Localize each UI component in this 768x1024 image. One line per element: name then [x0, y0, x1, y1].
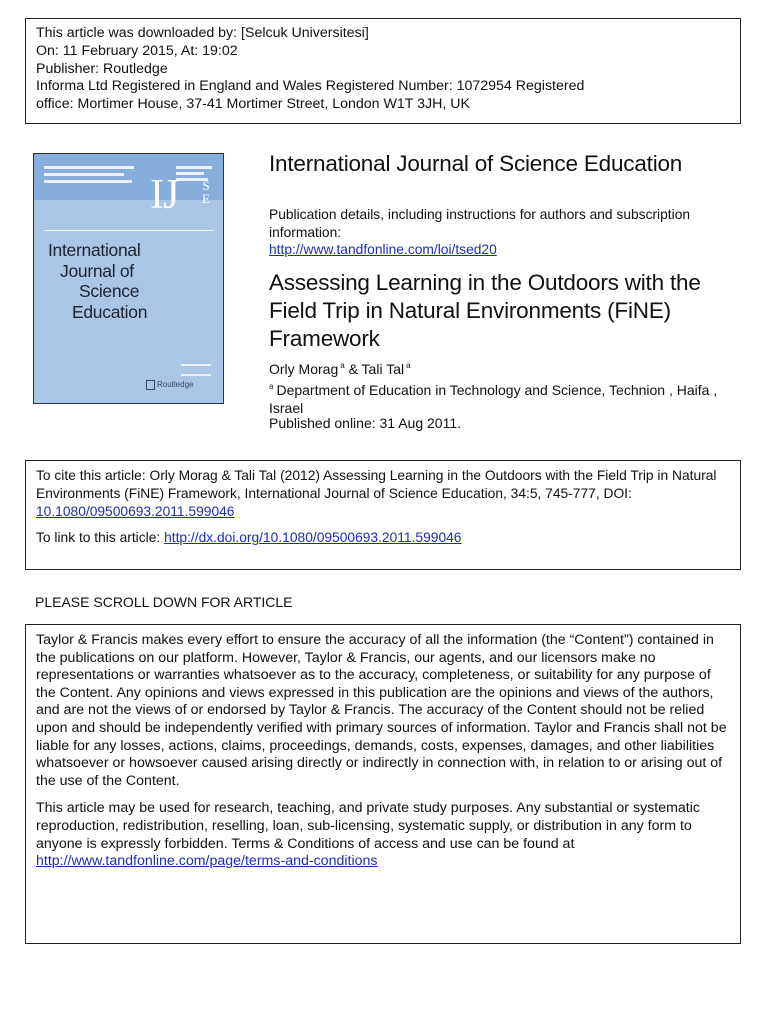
article-link-row — [36, 529, 730, 547]
journal-cover-image[interactable] — [33, 153, 224, 404]
terms-link[interactable]: http://www.tandfonline.com/page/terms-and-conditions — [36, 853, 378, 870]
disclaimer-paragraph: Taylor & Francis makes every effort to ensure the accuracy of all the information (the “Content”) contained in the publications on our platform. However, Taylor & Francis, our agents, and our licensors make no representations or warranties whatsoever as to the accuracy, completeness, or suitability for any purpose of the Content. Any opinions and views expressed in this publication are the opinions and views of the authors, and are not the views of or endorsed by Taylor & Francis. The accuracy of the Content should not be relied upon and should be independently verified with primary sources of information. Taylor and Francis shall not be liable for any losses, actions, claims, proceedings, demands, costs, expenses, damages, and other liabilities whatsoever or howsoever caused arising directly or indirectly in connection with, in relation to or arising out of the use of the Content. — [36, 632, 727, 789]
cover-publisher-name: Routledge — [157, 380, 194, 390]
disclaimer-paragraph — [36, 800, 730, 870]
cover-title — [46, 240, 221, 322]
affiliation — [269, 378, 739, 417]
usage-text: This article may be used for research, teaching, and private study purposes. Any substantial or systematic reproduction, redistribution, reselling, loan, sub-licensing, systematic supply, or distribution in any form to anyone is expressly forbidden. Terms & Conditions of access and use can be found at — [36, 800, 700, 852]
article-title: Assessing Learning in the Outdoors with the Field Trip in Natural Environments (FiNE) Framework — [269, 270, 701, 351]
cover-title-line: International — [48, 240, 141, 260]
author-affil-mark: a — [406, 361, 411, 370]
cover-title-line: Science — [79, 281, 140, 302]
cover-fine-line — [44, 180, 132, 183]
cover-title-line: Education — [72, 301, 148, 322]
author-name: Orly Morag — [269, 361, 339, 377]
cover-fine-line — [44, 166, 134, 169]
published-date: Published online: 31 Aug 2011. — [269, 415, 462, 431]
doi-link[interactable]: 10.1080/09500693.2011.599046 — [36, 503, 235, 519]
affiliation-mark: a — [269, 382, 274, 391]
publication-details-text: Publication details, including instructions for authors and subscription information: — [269, 207, 691, 240]
publication-details — [269, 206, 739, 259]
citation-text — [36, 467, 730, 520]
cover-top-band — [34, 154, 223, 200]
article-link[interactable]: http://dx.doi.org/10.1080/09500693.2011.599046 — [164, 530, 462, 546]
cover-title-line: Journal of — [60, 260, 134, 281]
author-affil-mark: a — [340, 361, 345, 370]
cover-divider — [44, 230, 214, 231]
disclaimer-box — [25, 624, 741, 944]
download-info-box — [25, 18, 741, 124]
cover-fine-line — [176, 166, 212, 169]
cover-logo: IJ — [150, 172, 179, 218]
cover-fine-line — [176, 172, 204, 175]
citation-box — [25, 460, 741, 570]
journal-title: International Journal of Science Education — [269, 151, 683, 176]
journal-link[interactable]: http://www.tandfonline.com/loi/tsed20 — [269, 242, 497, 257]
affiliation-text: Department of Education in Technology and Science, Technion , Haifa , Israel — [269, 382, 718, 416]
download-line: On: 11 February 2015, At: 19:02 — [36, 42, 238, 59]
download-line: Informa Ltd Registered in England and Wales Registered Number: 1072954 Registered — [36, 78, 585, 95]
author-name: & Tali Tal — [348, 361, 405, 377]
routledge-icon — [146, 380, 155, 390]
cover-logo-sub: S E — [202, 178, 210, 206]
article-link-label: To link to this article: — [36, 530, 165, 546]
cover-fine-line — [44, 173, 124, 176]
download-line: Publisher: Routledge — [36, 60, 168, 77]
cover-publisher-logo — [146, 380, 193, 390]
scroll-note: PLEASE SCROLL DOWN FOR ARTICLE — [35, 594, 293, 610]
download-line: office: Mortimer House, 37-41 Mortimer Street, London W1T 3JH, UK — [36, 96, 470, 113]
download-line: This article was downloaded by: [Selcuk Universitesi] — [36, 25, 369, 41]
authors — [269, 357, 411, 378]
citation-body: To cite this article: Orly Morag & Tali Tal (2012) Assessing Learning in the Outdoors with the Field Trip in Natural Environments (FiNE) Framework, International Journal of Science Education, 34:5, 745-777, DOI: — [36, 468, 717, 501]
cover-issn-mark — [181, 364, 211, 376]
